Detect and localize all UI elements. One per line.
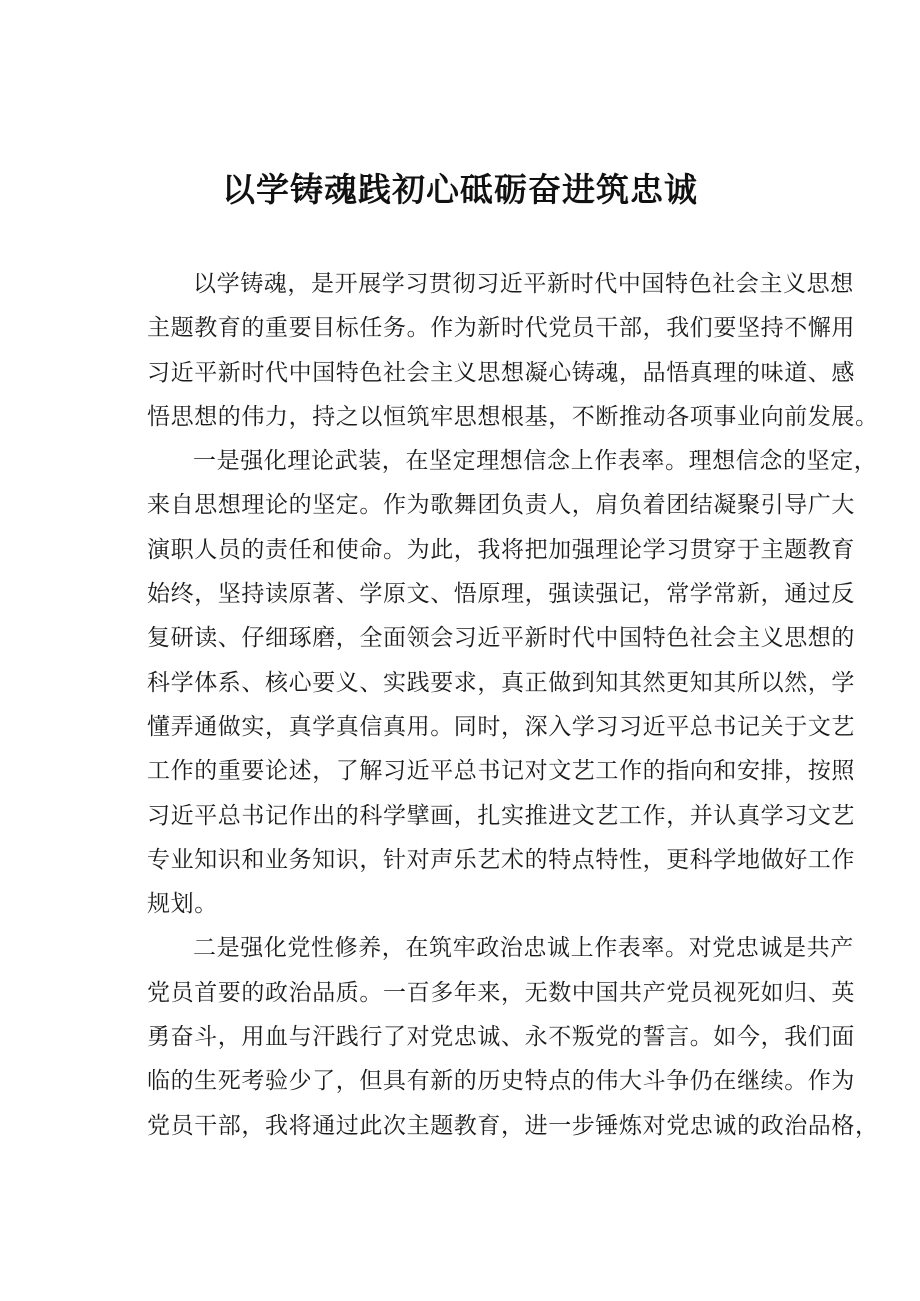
text-line: 复研读、仔细琢磨，全面领会习近平新时代中国特色社会主义思想的 (147, 625, 855, 652)
text-line: 以学铸魂，是开展学习贯彻习近平新时代中国特色社会主义思想 (193, 271, 854, 297)
text-line: 懂弄通做实，真学真信真用。同时，深入学习习近平总书记关于文艺 (147, 713, 855, 740)
paragraph-intro (147, 262, 879, 439)
document-body (147, 262, 879, 1148)
text-line: 来自思想理论的坚定。作为歌舞团负责人，肩负着团结凝聚引导广大 (147, 492, 855, 519)
paragraph-party-spirit (147, 926, 879, 1147)
text-line: 习近平总书记作出的科学擘画，扎实推进文艺工作，并认真学习文艺 (147, 802, 855, 829)
text-line: 勇奋斗，用血与汗践行了对党忠诚、永不叛党的誓言。如今，我们面 (147, 1024, 855, 1051)
text-line: 悟思想的伟力，持之以恒筑牢思想根基，不断推动各项事业向前发展。 (147, 403, 879, 430)
text-line: 专业知识和业务知识，针对声乐艺术的特点特性，更科学地做好工作 (147, 846, 855, 873)
text-line: 党员干部，我将通过此次主题教育，进一步锤炼对党忠诚的政治品格， (147, 1112, 879, 1139)
text-line: 规划。 (147, 891, 218, 918)
document-title: 以学铸魂践初心砥砺奋进筑忠诚 (222, 170, 698, 209)
text-line: 工作的重要论述，了解习近平总书记对文艺工作的指向和安排，按照 (147, 758, 855, 785)
text-line: 临的生死考验少了，但具有新的历史特点的伟大斗争仍在继续。作为 (147, 1068, 855, 1095)
text-line: 二是强化党性修养，在筑牢政治忠诚上作表率。对党忠诚是共产 (193, 935, 854, 962)
paragraph-theory-armament (147, 439, 878, 926)
text-line: 演职人员的责任和使命。为此，我将把加强理论学习贯穿于主题教育 (147, 536, 855, 563)
text-line: 主题教育的重要目标任务。作为新时代党员干部，我们要坚持不懈用 (147, 315, 855, 342)
text-line: 党员首要的政治品质。一百多年来，无数中国共产党员视死如归、英 (147, 979, 855, 1006)
text-line: 科学体系、核心要义、实践要求，真正做到知其然更知其所以然，学 (147, 669, 855, 696)
text-line: 习近平新时代中国特色社会主义思想凝心铸魂，品悟真理的味道、感 (147, 359, 855, 386)
text-line: 一是强化理论武装，在坚定理想信念上作表率。理想信念的坚定， (193, 448, 878, 475)
text-line: 始终，坚持读原著、学原文、悟原理，强读强记，常学常新，通过反 (147, 581, 855, 608)
